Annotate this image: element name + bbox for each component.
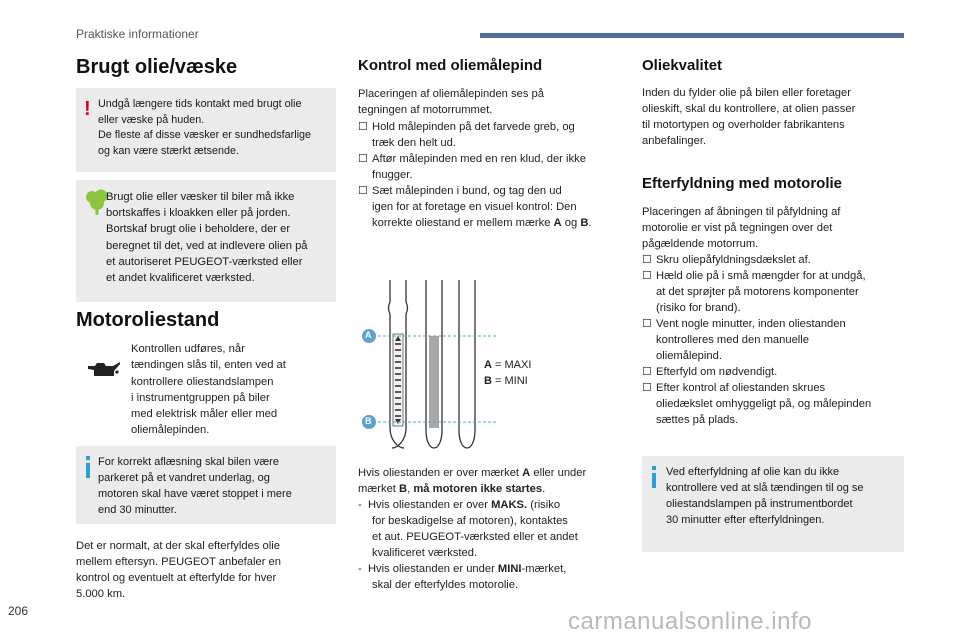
dash-text: skal der efterfyldes motorolie. <box>372 579 519 591</box>
step-item <box>358 151 628 183</box>
level-line: Kontrollen udføres, når <box>131 343 245 355</box>
legend-val-b: = MINI <box>491 375 528 387</box>
intro-line: tegningen af motorrummet. <box>358 104 493 116</box>
mini-label: MINI <box>497 563 522 575</box>
step-text: Hold målepinden på det farvede greb, og <box>372 121 575 133</box>
dash-text: -mærket, <box>521 563 567 575</box>
step-text: oliemålepind. <box>656 350 722 362</box>
dash-item <box>358 561 628 577</box>
legend-val-a: = MAXI <box>491 359 532 371</box>
title-oil-quality: Oliekvalitet <box>642 57 723 74</box>
arrow-bullet-icon: ☐ <box>642 366 653 378</box>
normal-line: kontrol og eventuelt at efterfylde for hver <box>76 572 277 584</box>
after-line <box>358 465 628 481</box>
quality-line: Inden du fylder olie på bilen eller foretager <box>642 87 851 99</box>
dash-text: - Hvis oliestanden er under <box>358 563 498 575</box>
step-text: Efter kontrol af oliestanden skrues <box>656 382 826 394</box>
mark-b-ref: B <box>399 483 408 495</box>
env-line: Brugt olie eller væsker til biler må ikke <box>106 191 295 203</box>
step-text: korrekte oliestand er mellem mærke <box>372 217 554 229</box>
step-text: sættes på plads. <box>656 414 739 426</box>
quality-line: til motortypen og overholder fabrikantens <box>642 119 845 131</box>
warning-line: Undgå længere tids kontakt med brugt olie <box>98 98 302 110</box>
arrow-bullet-icon: ☐ <box>642 318 653 330</box>
dipstick-right <box>459 280 475 448</box>
legend-a <box>484 357 531 373</box>
step-text: kontrolleres med den manuelle <box>656 334 809 346</box>
topup-step <box>642 268 904 316</box>
dash-item <box>358 497 628 513</box>
dipstick-steps <box>358 119 628 231</box>
step-text: træk den helt ud. <box>372 137 456 149</box>
level-line: kontrollere oliestandslampen <box>131 375 274 388</box>
env-line: et andet kvalificeret værksted. <box>106 272 255 285</box>
title-used-oil: Brugt olie/væske <box>76 56 238 78</box>
title-dipstick-check: Kontrol med oliemålepind <box>358 57 543 74</box>
info-box-level <box>76 446 336 524</box>
info-line: Ved efterfyldning af olie kan du ikke <box>666 466 840 478</box>
dipstick-legend <box>484 357 531 389</box>
after-text: , <box>407 483 414 495</box>
topup-step <box>642 316 904 364</box>
arrow-bullet-icon: ☐ <box>358 153 369 165</box>
topup-line: Placeringen af åbningen til påfyldning af <box>642 206 841 218</box>
after-text: eller under <box>530 467 587 479</box>
step-text: Sæt målepinden i bund, og tag den ud <box>372 185 562 197</box>
info-line: end 30 minutter. <box>98 504 177 516</box>
dash-text: - Hvis oliestanden er over <box>358 499 492 511</box>
title-top-up: Efterfyldning med motorolie <box>642 175 843 192</box>
dash-text: for beskadigelse af motoren), kontaktes <box>372 515 568 527</box>
dash-text: kvalificeret værksted. <box>372 547 478 559</box>
warning-line: eller væske på huden. <box>98 113 205 126</box>
legend-b <box>484 373 531 389</box>
legend-key-b: B <box>484 375 492 387</box>
info-line: parkeret på et vandret underlag, og <box>98 472 270 484</box>
step-text: Vent nogle minutter, inden oliestanden <box>656 318 846 330</box>
env-line: bortskaffes i kloakken eller på jorden. <box>106 207 291 220</box>
arrow-bullet-icon: ☐ <box>642 254 653 266</box>
do-not-start-warning: må motoren ikke startes <box>413 483 543 495</box>
info-line: 30 minutter efter efterfyldningen. <box>666 514 825 526</box>
watermark: carmanualsonline.info <box>568 608 812 635</box>
topup-step <box>642 364 904 380</box>
env-line: Bortskaf brugt olie i beholdere, der er <box>106 223 291 236</box>
step-text: igen for at foretage en visuel kontrol: Den <box>372 201 577 213</box>
intro-line: Placeringen af oliemålepinden ses på <box>358 88 544 100</box>
info-i-icon <box>84 456 92 478</box>
info-box-topup <box>642 456 904 552</box>
topup-line: motorolie er vist på tegningen over det <box>642 222 833 234</box>
step-text: Hæld olie på i små mængder for at undgå, <box>656 270 866 282</box>
step-item <box>358 183 628 231</box>
step-text: (risiko for brand). <box>656 302 741 314</box>
dash-text: et aut. PEUGEOT-værksted eller et andet <box>372 531 578 543</box>
info-line: motoren skal have været stoppet i mere <box>98 488 292 500</box>
arrow-bullet-icon: ☐ <box>358 185 369 197</box>
level-line: tændingen slås til, enten ved at <box>131 359 286 372</box>
arrow-bullet-icon: ☐ <box>358 121 369 133</box>
env-line: et autoriseret PEUGEOT-værksted eller <box>106 255 303 268</box>
title-oil-level: Motoroliestand <box>76 309 220 331</box>
marker-a-label: A <box>365 330 372 340</box>
step-item <box>358 119 628 151</box>
warning-box <box>76 88 336 172</box>
step-text: oliedækslet omhyggeligt på, og målepinden <box>656 398 872 410</box>
quality-line: olieskift, skal du kontrollere, at olien passer <box>642 103 856 115</box>
topup-line: pågældende motorrum. <box>642 238 759 250</box>
arrow-bullet-icon: ☐ <box>642 382 653 394</box>
step-text <box>372 215 628 231</box>
mark-a-ref: A <box>553 217 562 229</box>
warning-mark-icon: ! <box>84 98 91 120</box>
step-text: fnugger. <box>372 169 413 181</box>
legend-key-a: A <box>484 359 492 371</box>
header-accent-bar <box>480 33 904 38</box>
normal-line: Det er normalt, at der skal efterfyldes olie <box>76 540 280 552</box>
info-line: oliestandslampen på instrumentbordet <box>666 498 853 510</box>
oil-can-icon <box>86 358 122 380</box>
after-line <box>358 481 628 497</box>
level-line: med elektrisk måler eller med <box>131 408 278 421</box>
step-text: . <box>588 217 592 229</box>
env-line: beregnet til det, ved at indlevere olien på <box>106 239 308 252</box>
warning-line: De fleste af disse væsker er sundhedsfarlige <box>98 129 312 141</box>
environment-box <box>76 180 336 302</box>
step-text: at det sprøjter på motorens komponenter <box>656 286 859 298</box>
maks-label: MAKS. <box>491 499 528 511</box>
topup-step <box>642 380 904 428</box>
step-text: Aftør målepinden med en ren klud, der ikke <box>372 153 586 165</box>
page-number: 206 <box>8 604 29 618</box>
info-line: For korrekt aflæsning skal bilen være <box>98 456 279 468</box>
info-line: kontrollere ved at slå tændingen til og se <box>666 482 864 494</box>
quality-line: anbefalinger. <box>642 135 707 147</box>
step-text: Skru oliepåfyldningsdækslet af. <box>656 254 811 266</box>
after-text: mærket <box>358 483 400 495</box>
mark-a-ref: A <box>522 467 531 479</box>
step-text: og <box>561 217 581 229</box>
mark-b-ref: B <box>580 217 589 229</box>
after-text: . <box>542 483 546 495</box>
normal-line: 5.000 km. <box>76 588 126 600</box>
level-line: oliemålepinden. <box>131 424 210 437</box>
after-text: Hvis oliestanden er over mærket <box>358 467 523 479</box>
topup-step <box>642 252 904 268</box>
level-line: i instrumentgruppen på biler <box>131 391 270 404</box>
info-i-icon <box>650 466 658 488</box>
arrow-bullet-icon: ☐ <box>642 270 653 282</box>
normal-line: mellem eftersyn. PEUGEOT anbefaler en <box>76 556 281 568</box>
dash-text: (risiko <box>527 499 561 511</box>
warning-line: og kan være stærkt ætsende. <box>98 144 240 157</box>
marker-b-label: B <box>365 416 372 426</box>
step-text: Efterfyld om nødvendigt. <box>656 366 778 378</box>
section-header: Praktiske informationer <box>76 27 199 41</box>
